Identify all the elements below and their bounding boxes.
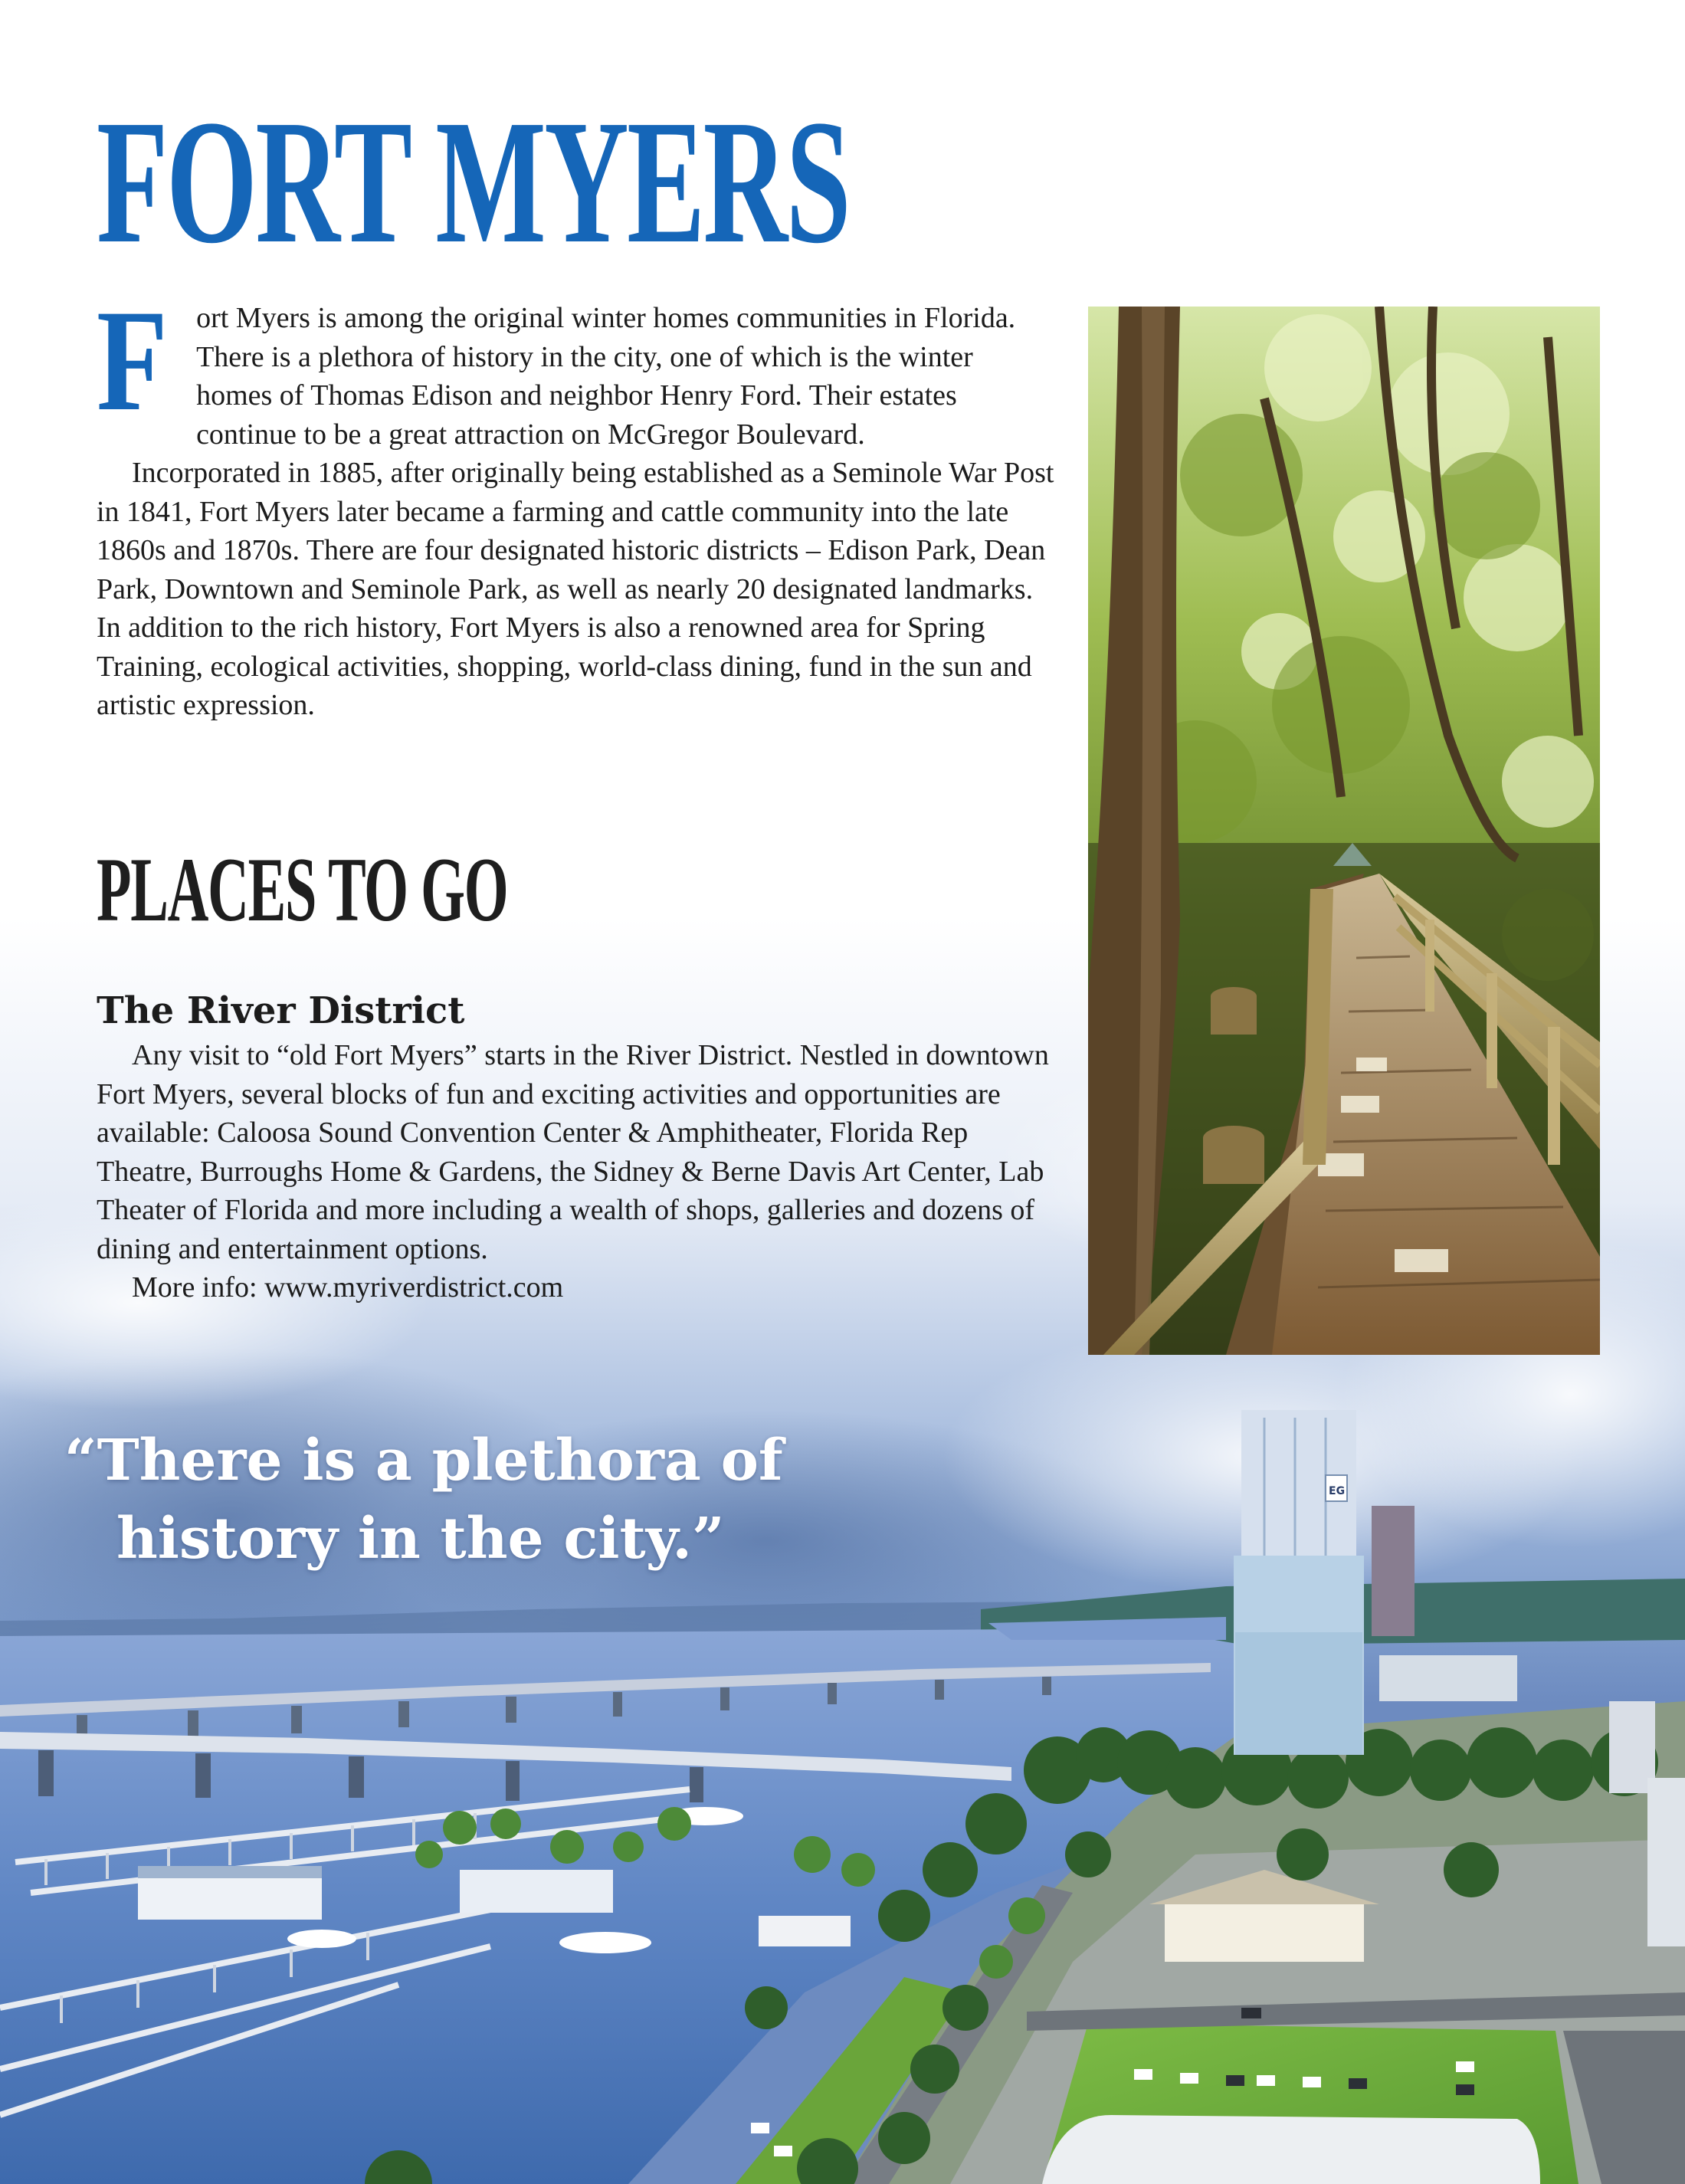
more-info-link[interactable]: More info: www.myriverdistrict.com: [132, 1271, 564, 1304]
intro-text: [97, 280, 1054, 725]
boardwalk-photo: [1088, 307, 1600, 1355]
river-district-heading: The River District: [97, 989, 465, 1032]
building-sign: EG: [1329, 1485, 1346, 1497]
river-district-body: Any visit to “old Fort Myers” starts in the River District. Nestled in downtown Fort Myers, several blocks of fun and exciting activities and opportunities are available: Caloosa Sound Convention Center & Amphitheater, Florida Rep Theatre, Burroughs Home & Gardens, the Sidney & Berne Davis Art Center, Lab Theater of Florida and more including a wealth of shops, galleries and dozens of dining and entertainment options.: [97, 1039, 1049, 1265]
intro-paragraph-3: Incorporated in 1885, after originally being established as a Seminole War Post in 1841, Fort Myers later became a farming and cattle community into the late 1860s and 1870s. There are four designated historic districts – Edison Park, Dean Park, Downtown and Seminole Park, as well as nearly 20 designated landmarks. In addition to the rich history, Fort Myers is also a renowned area for Spring Training, ecological activities, shopping, world-class dining, fund in the sun and artistic expression.: [97, 457, 1054, 721]
river-district-section: [97, 989, 1062, 1307]
intro-paragraph-2: There is a plethora of history in the city, one of which is the winter homes of Thomas Edison and neighbor Henry Ford. Their estates continue to be a great attraction on McGregor Boulevard.: [196, 340, 973, 451]
pull-quote: [64, 1422, 783, 1578]
pull-quote-line-1: “There is a plethora of: [64, 1428, 783, 1494]
intro-paragraph-1: ort Myers is among the original winter homes communities in Florida.: [196, 302, 1016, 334]
drop-cap: F: [97, 280, 168, 441]
section-title: PLACES TO GO: [97, 838, 508, 940]
page-title: FORT MYERS: [97, 84, 850, 280]
pull-quote-line-2: history in the city.”: [116, 1506, 725, 1572]
